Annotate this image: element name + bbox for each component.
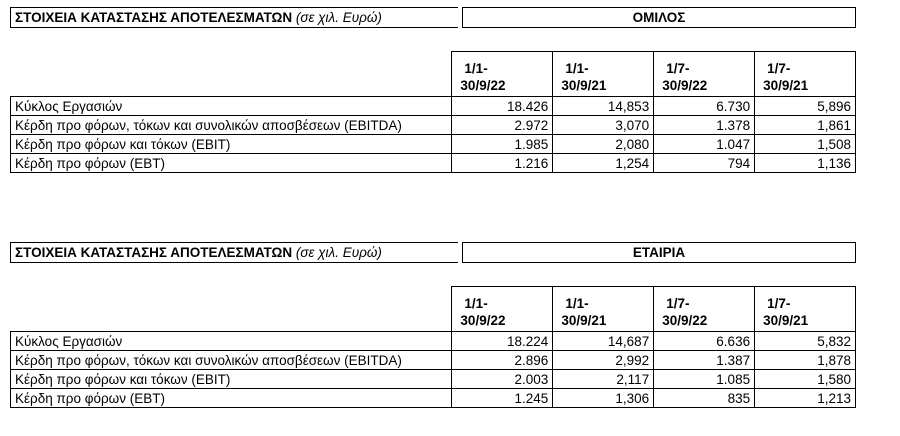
table-title: ΣΤΟΙΧΕΙΑ ΚΑΤΑΣΤΑΣΗΣ ΑΠΟΤΕΛΕΣΜΑΤΩΝ (σε χιλ. Ευρώ): [10, 7, 458, 28]
table-row: [11, 135, 856, 154]
table-title: ΣΤΟΙΧΕΙΑ ΚΑΤΑΣΤΑΣΗΣ ΑΠΟΤΕΛΕΣΜΑΤΩΝ (σε χιλ. Ευρώ): [10, 242, 458, 263]
period-header-row: [11, 52, 856, 97]
period-header-row: [11, 287, 856, 332]
cell-value: 2,080: [553, 135, 654, 154]
period-header: 1/1- 30/9/22: [452, 287, 553, 332]
cell-value: 1,580: [755, 370, 856, 389]
row-label: Κέρδη προ φόρων και τόκων (EBIT): [11, 370, 452, 389]
table-row: [11, 351, 856, 370]
results-table-company: [10, 242, 856, 406]
cell-value: 6.636: [654, 332, 755, 351]
table-header: [10, 7, 856, 29]
cell-value: 14,853: [553, 97, 654, 116]
cell-value: 1.085: [654, 370, 755, 389]
row-label: Κέρδη προ φόρων και τόκων (EBIT): [11, 135, 452, 154]
cell-value: 1.387: [654, 351, 755, 370]
cell-value: 18.224: [452, 332, 553, 351]
period-header: 1/7- 30/9/21: [755, 287, 856, 332]
cell-value: 18.426: [452, 97, 553, 116]
table-row: [11, 97, 856, 116]
table-row: [11, 116, 856, 135]
cell-value: 1,861: [755, 116, 856, 135]
results-table-group: [10, 7, 856, 171]
cell-value: 794: [654, 154, 755, 173]
cell-value: 1,136: [755, 154, 856, 173]
row-label: Κέρδη προ φόρων, τόκων και συνολικών αποσβέσεων (EBITDA): [11, 351, 452, 370]
row-label: Κέρδη προ φόρων (EBT): [11, 154, 452, 173]
data-table: [10, 51, 856, 173]
cell-value: 3,070: [553, 116, 654, 135]
period-header: 1/7- 30/9/22: [654, 52, 755, 97]
cell-value: 2.896: [452, 351, 553, 370]
cell-value: 5,832: [755, 332, 856, 351]
group-heading: ΟΜΙΛΟΣ: [462, 7, 856, 28]
cell-value: 1.378: [654, 116, 755, 135]
cell-value: 2.972: [452, 116, 553, 135]
cell-value: 2.003: [452, 370, 553, 389]
cell-value: 6.730: [654, 97, 755, 116]
row-label: Κύκλος Εργασιών: [11, 332, 452, 351]
cell-value: 1.047: [654, 135, 755, 154]
cell-value: 14,687: [553, 332, 654, 351]
row-label: Κέρδη προ φόρων, τόκων και συνολικών αποσβέσεων (EBITDA): [11, 116, 452, 135]
cell-value: 5,896: [755, 97, 856, 116]
cell-value: 1,213: [755, 389, 856, 408]
data-table: [10, 286, 856, 408]
table-row: [11, 370, 856, 389]
table-row: [11, 154, 856, 173]
cell-value: 1.985: [452, 135, 553, 154]
cell-value: 2,992: [553, 351, 654, 370]
row-label: Κύκλος Εργασιών: [11, 97, 452, 116]
cell-value: 835: [654, 389, 755, 408]
cell-value: 1.245: [452, 389, 553, 408]
period-header: 1/1- 30/9/21: [553, 52, 654, 97]
cell-value: 1,254: [553, 154, 654, 173]
cell-value: 1,878: [755, 351, 856, 370]
table-row: [11, 389, 856, 408]
table-row: [11, 332, 856, 351]
cell-value: 1,508: [755, 135, 856, 154]
period-header: 1/7- 30/9/22: [654, 287, 755, 332]
unit-note: (σε χιλ. Ευρώ): [295, 245, 382, 260]
cell-value: 1,306: [553, 389, 654, 408]
period-header: 1/7- 30/9/21: [755, 52, 856, 97]
unit-note: (σε χιλ. Ευρώ): [295, 10, 382, 25]
group-heading: ΕΤΑΙΡΙΑ: [462, 242, 856, 263]
cell-value: 1.216: [452, 154, 553, 173]
row-label: Κέρδη προ φόρων (EBT): [11, 389, 452, 408]
table-header: [10, 242, 856, 264]
cell-value: 2,117: [553, 370, 654, 389]
period-header: 1/1- 30/9/21: [553, 287, 654, 332]
period-header: 1/1- 30/9/22: [452, 52, 553, 97]
